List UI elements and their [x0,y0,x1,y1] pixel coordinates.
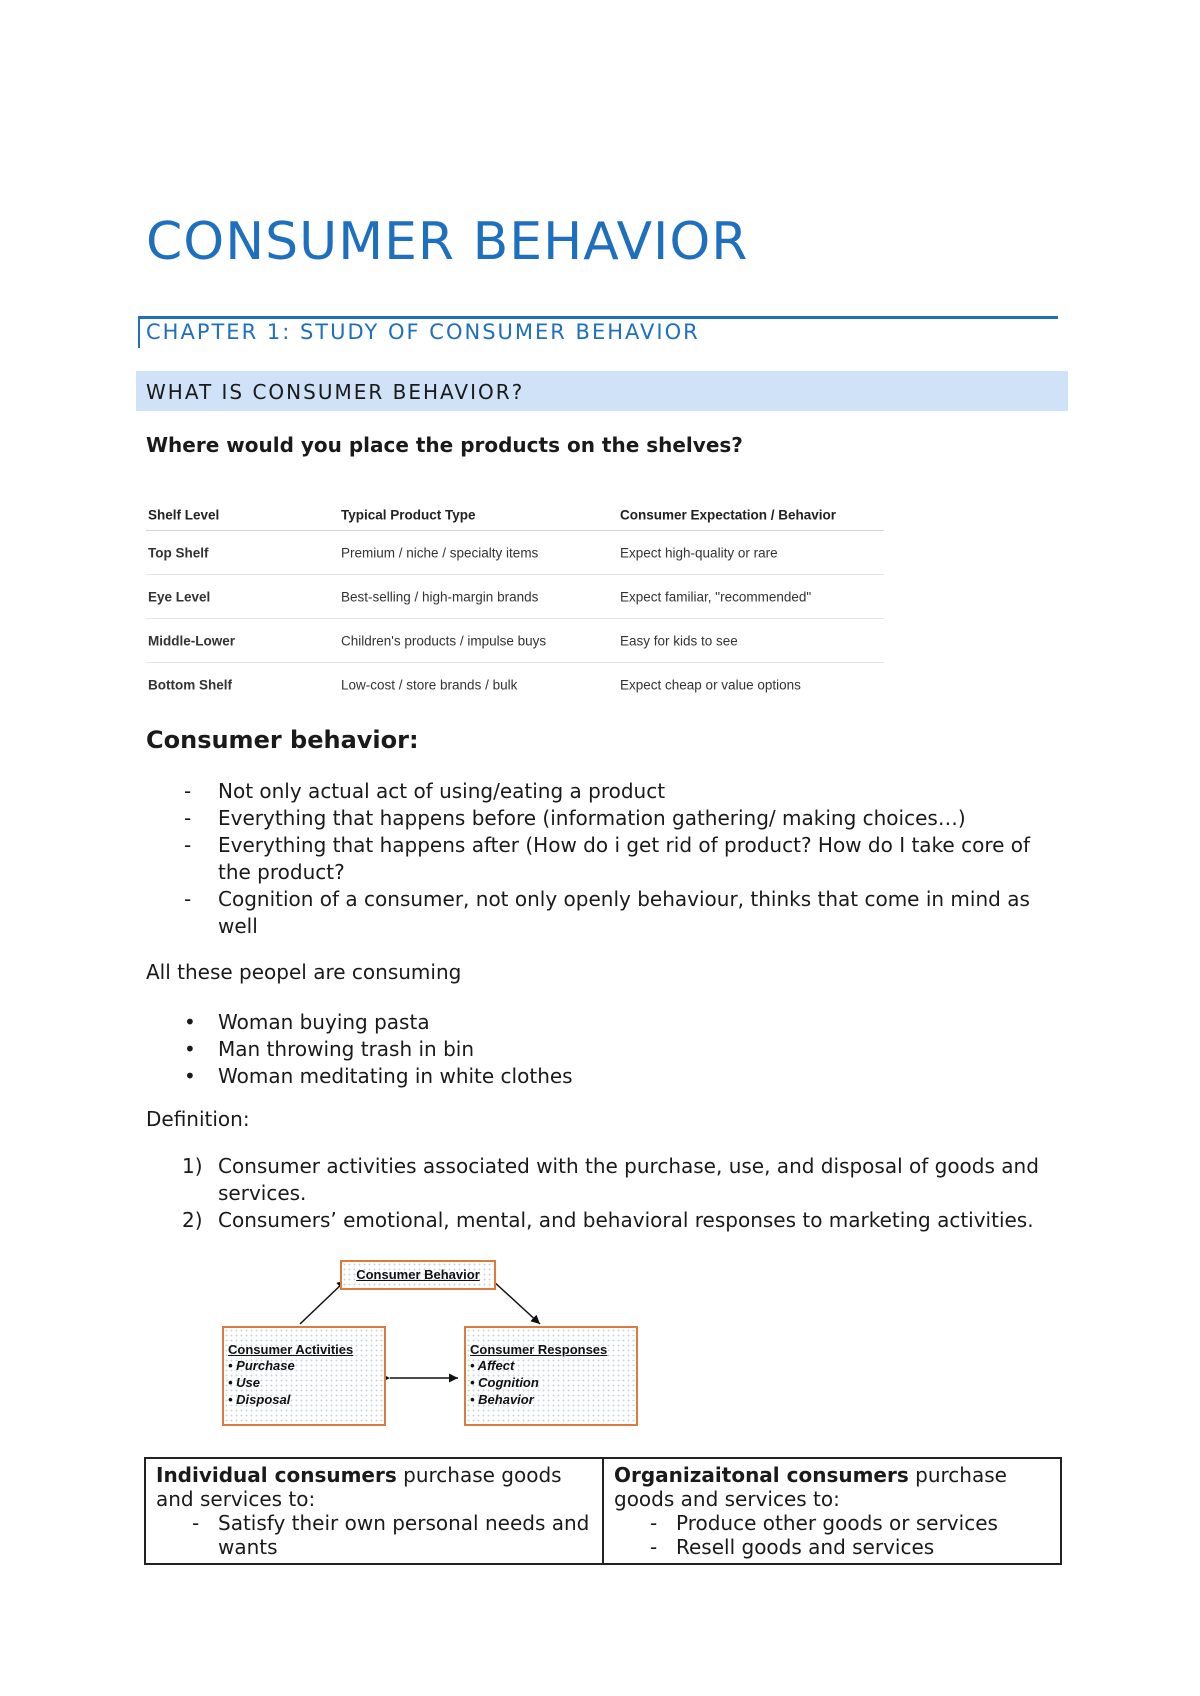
consumer-types-table [144,1457,1062,1565]
cell-text: purchase goods and services to: [156,1463,562,1511]
table-cell: Eye Level [148,589,211,604]
diagram-box-consumer-responses [464,1326,638,1426]
number-marker: 1) [182,1154,203,1178]
definition-list [146,1153,1066,1234]
table-row [146,575,884,619]
diagram-box-title: Consumer Responses [470,1342,608,1357]
table-cell: Easy for kids to see [620,633,738,648]
table-cell: Expect high-quality or rare [620,545,778,560]
chapter-bar [138,318,140,348]
bullet-marker: • [184,1010,196,1034]
consumer-behavior-list [146,778,1046,940]
cell-bold-text: Individual consumers [156,1463,397,1487]
table-cell: Premium / niche / specialty items [341,545,539,560]
table-cell: Bottom Shelf [148,677,232,692]
bullet-marker: • [184,1037,196,1061]
table-cell: Low-cost / store brands / bulk [341,677,518,692]
list-item [614,1511,1050,1535]
table-header-row [146,500,884,531]
table-row [146,663,884,706]
dash-marker: - [192,1511,200,1535]
individual-consumers-cell [146,1459,602,1563]
diagram-box-item: • Use [228,1375,261,1390]
consuming-intro: All these peopel are consuming [146,960,462,984]
diagram-box-item: • Cognition [470,1375,539,1390]
list-item [146,1036,1046,1063]
list-item [614,1535,1050,1559]
document-title: CONSUMER BEHAVIOR [146,212,749,272]
bullet-marker: • [184,1064,196,1088]
list-item [146,1009,1046,1036]
definition-label: Definition: [146,1107,250,1131]
table-header: Shelf Level [148,507,220,523]
list-item-text: Consumer activities associated with the purchase, use, and disposal of goods and services. [218,1154,1039,1205]
table-cell: Best-selling / high-margin brands [341,589,539,604]
dash-marker: - [184,887,192,911]
table-header: Consumer Expectation / Behavior [620,507,837,523]
list-item-text: Produce other goods or services [676,1511,998,1535]
list-item [156,1511,592,1559]
list-item-text: Woman meditating in white clothes [218,1064,573,1088]
diagram-box-consumer-activities [222,1326,386,1426]
list-item [146,1207,1066,1234]
section-heading: WHAT IS CONSUMER BEHAVIOR? [146,380,525,404]
list-item-text: Resell goods and services [676,1535,935,1559]
arrow-from-top-right [492,1280,540,1324]
dash-marker: - [184,779,192,803]
list-item-text: Everything that happens after (How do i get rid of product? How do I take core of the product? [218,833,1031,884]
diagram-box-item: • Purchase [228,1358,295,1373]
table-header: Typical Product Type [341,507,476,523]
diagram-box-item: • Affect [470,1358,515,1373]
list-item [146,1153,1066,1207]
dash-marker: - [184,806,192,830]
diagram-box-item: • Disposal [228,1392,291,1407]
dash-marker: - [650,1535,658,1559]
diagram-box-title: Consumer Activities [228,1342,354,1357]
table-cell: Expect cheap or value options [620,677,801,692]
consumer-behavior-diagram [220,1258,640,1438]
table-cell: Children's products / impulse buys [341,633,547,648]
shelf-table [146,500,884,706]
list-item-text: Man throwing trash in bin [218,1037,475,1061]
list-item-text: Consumers’ emotional, mental, and behavioral responses to marketing activities. [218,1208,1034,1232]
chapter-rule [138,316,1058,319]
diagram-box-consumer-behavior: Consumer Behavior [340,1260,496,1290]
organizational-consumers-cell [602,1459,1060,1563]
list-item-text: Satisfy their own personal needs and wants [218,1511,590,1559]
list-item-text: Not only actual act of using/eating a product [218,779,666,803]
dash-marker: - [650,1511,658,1535]
list-item [146,778,1046,805]
table-cell: Expect familiar, "recommended" [620,589,812,604]
list-item [146,886,1046,940]
question-text: Where would you place the products on the shelves? [146,433,743,457]
list-item-text: Everything that happens before (information gathering/ making choices…) [218,806,966,830]
table-row [146,531,884,575]
consumer-behavior-heading: Consumer behavior: [146,726,419,754]
chapter-heading: CHAPTER 1: STUDY OF CONSUMER BEHAVIOR [146,320,700,344]
dash-marker: - [184,833,192,857]
diagram-box-item: • Behavior [470,1392,534,1407]
list-item-text: Woman buying pasta [218,1010,430,1034]
table-cell: Middle-Lower [148,633,235,648]
number-marker: 2) [182,1208,203,1232]
cell-text: purchase goods and services to: [614,1463,1007,1511]
table-row [146,619,884,663]
cell-bold-text: Organizaitonal consumers [614,1463,909,1487]
list-item [146,832,1046,886]
list-item-text: Cognition of a consumer, not only openly behaviour, thinks that come in mind as well [218,887,1030,938]
table-cell: Top Shelf [148,545,209,560]
consuming-list [146,1009,1046,1090]
list-item [146,805,1046,832]
list-item [146,1063,1046,1090]
